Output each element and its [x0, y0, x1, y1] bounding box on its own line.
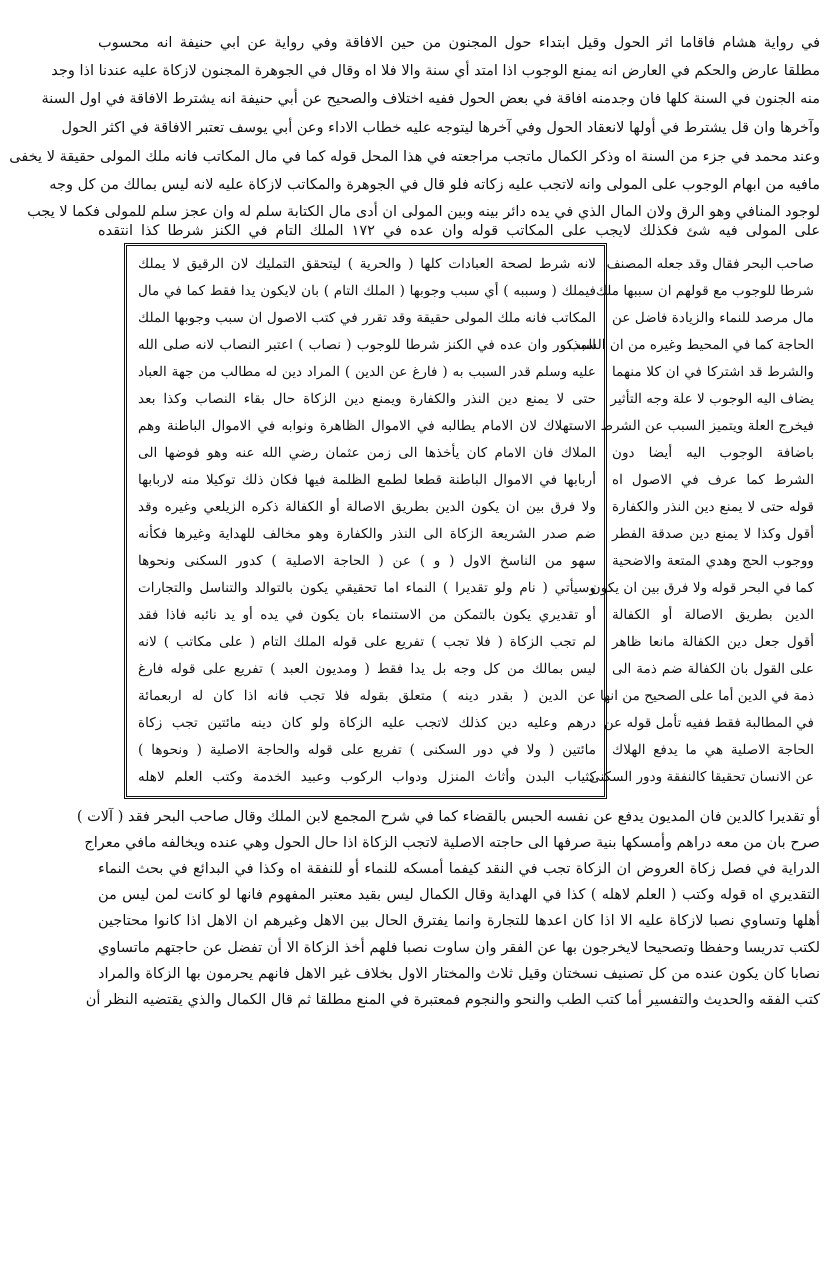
text-line: كتب الفقه والحديث والتفسير أما كتب الطب والنحو والنجوم فمعتبرة في المنع مطلقا ثم قال الكمال والذي يقتضيه النظر أن [85, 992, 820, 1008]
text-line: عن الانسان تحقيقا كالنفقة ودور السكنى [589, 769, 814, 785]
text-line: فيملك ( وسببه ) أي سبب وجوبها ( الملك التام ) بان لايكون يدا فقط كما في مال [138, 283, 596, 299]
text-line: أو تقديري يكون بالتمكن من الاستنماء بان يكون في يده أو يد نائبه فاذا فقد [138, 607, 596, 623]
text-line: في رواية هشام فاقاما اثر الحول وقيل ابتداء حول المجنون من حين الافاقة وفي رواية عن ابي حنيفة انه محسوب [98, 35, 820, 51]
text-line: ووجوب الحج وهدي المتعة والاضحية [612, 553, 814, 569]
text-line: فيخرج العلة ويتميز السبب عن الشرط [600, 418, 814, 434]
text-line: الاستهلاك لان الامام يطالبه في الاموال الظاهرة ونوابه في الاموال الباطنة وهم [138, 418, 596, 434]
text-line: عن الدين ( بقدر دينه ) متعلق بقوله فلا تجب فانه اذا كان له اربعمائة [138, 688, 596, 704]
text-line: وآخرها وان قل يشترط في أولها لانعقاد الحول وفي آخرها ليتوجه عليه خطاب الاداء وعن أبي يوسف تعتبر الافاقة في اكثر الحول [61, 120, 820, 136]
text-line: باضافة الوجوب اليه أيضا دون [612, 445, 814, 461]
text-line: نصابا كان يكون عنده من كل تصنيف نسختان وقيل ثلاث والمختار الاول بخلاف غير الاهل فانهم يحرمون بها الزكاة والمراد [98, 966, 820, 982]
text-line: كثياب البدن وأثاث المنزل ودواب الركوب وعبيد الخدمة وكتب العلم لاهله [138, 769, 596, 785]
text-line: ضم صدر الشريعة الزكاة الى النذر والكفارة وهو مخالف للهداية وغيرها فكأنه [138, 526, 596, 542]
text-line: حتى لا يمنع دين النذر والكفارة ويمنع دين الزكاة حال بقاء النصاب وكذا بعد [138, 391, 596, 407]
text-line: أهلها وتساوي نصبا لازكاة عليه الا اذا كان اعدها للتجارة وانما يفترق الحال بين الاهل وغيرهم ان الاهل اذا كانوا محتاجين [98, 913, 820, 929]
text-line: الحاجة الاصلية هي ما يدفع الهلاك [612, 742, 814, 758]
text-line: مائتين ( ولا في دور السكنى ) تفريع على قوله والحاجة الاصلية ( ونحوها ) [138, 742, 596, 758]
text-line: كما في البحر قوله ولا فرق بين ان يكون [590, 580, 814, 596]
text-line: في المطالبة فقط ففيه تأمل قوله عن [603, 715, 814, 731]
text-line: وسيأتي ( نام ولو تقديرا ) النماء اما تحقيقي يكون بالتوالد والتناسل والتجارات [138, 580, 596, 596]
text-line: المذكور وان عده في الكنز شرطا للوجوب ( نصاب ) اعتبر النصاب لانه صلى الله [138, 337, 596, 353]
text-line: وعند محمد في جزء من السنة اه وذكر الكمال ماتجب مراجعته في هذا المحل قوله كما في مال المكاتب فانه ملك المولى حقيقة لا يخفى [9, 149, 820, 165]
text-line: سهو من الناسخ الاول ( و ) عن ( الحاجة الاصلية ) كدور السكنى ونحوها [138, 553, 596, 569]
text-line: صرح بان من معه دراهم وأمسكها بنية صرفها الى حاجته الاصلية لاتجب الزكاة اذا حال الحول وهي عنده ويخالفه مافي معراج [84, 835, 820, 851]
text-line: على القول بان الكفالة ضم ذمة الى [612, 661, 814, 677]
text-line: يضاف اليه الوجوب لا علة وجه التأثير [610, 391, 814, 407]
text-line: منه الجنون في السنة كلها فان وجدمنه افاقة في بعض الحول ففيه اختلاف والصحيح عن أبي حنيفة انه يشترط الافاقة في اول السنة [41, 91, 820, 107]
text-line: الملاك فان الامام كان يأخذها الى زمن عثمان رضي الله عنه وهو فوضها الى [138, 445, 596, 461]
text-line: صاحب البحر فقال وقد جعله المصنف [606, 256, 814, 272]
text-line: أقول وكذا لا يمنع دين صدقة الفطر [612, 526, 814, 542]
text-line: ذمة في الدين أما على الصحيح من انها [600, 688, 814, 704]
text-line: على المولى فيه شئ فكذلك لايجب على المكاتب قوله وان عده في ١٧٢ الملك التام في الكنز شرطا كذا انتقده [98, 223, 820, 239]
text-line: ليس بمالك من كل وجه بل يدا فقط ( ومديون العبد ) تفريع على قوله فارغ [138, 661, 596, 677]
text-line: عليه وسلم قدر السبب به ( فارغ عن الدين ) المراد دين له مطالب من جهة العباد [138, 364, 596, 380]
text-line: الدراية في فصل زكاة العروض ان الزكاة تجب في النقد كيفما أمسكه للنماء أو للنفقة اه وكذا في البدائع في بحث النماء [98, 861, 820, 877]
text-line: أقول جعل دين الكفالة مانعا ظاهر [612, 634, 814, 650]
text-line: أربابها في الاموال الباطنة قطعا لطمع الظلمة فيها فكان ذلك توكيلا منه لاربابها [138, 472, 596, 488]
text-line: الشرط كما عرف في الاصول اه [612, 472, 814, 488]
text-line: لكتب تدريسا وحفظا وتصحيحا لايخرجون بها عن الفقر وان ساوت نصبا فلهم أخذ الزكاة الا أن تفضل عن حاجتهم ماتساوي [98, 940, 820, 956]
text-line: درهم وعليه دين كذلك لاتجب عليه الزكاة ولو كان دينه مائتين تجب زكاة [138, 715, 596, 731]
text-line: قوله حتى لا يمنع دين النذر والكفارة [612, 499, 814, 515]
text-line: الحاجة كما في المحيط وغيره من ان السبب [568, 337, 814, 353]
text-line: والشرط قد اشتركا في ان كلا منهما [612, 364, 814, 380]
text-line: التقديري اه قوله وكتب ( العلم لاهله ) كذا في الهداية وقال الكمال ليس بقيد معتبر المفهوم فانها لو كانت لمن ليس من [98, 887, 820, 903]
text-line: لوجود المنافي وهو الرق ولان المال الذي في يده دائر بينه وبين المولى ان أدى مال الكتابة سلم له وان عجز سلم للمولى فكما لا يجب [27, 204, 820, 220]
text-line: لم تجب الزكاة ( فلا تجب ) تفريع على قوله الملك التام ( على مكاتب ) لانه [138, 634, 596, 650]
text-line: شرطا للوجوب مع قولهم ان سببها ملك [595, 283, 814, 299]
text-line: مافيه من ابهام الوجوب على المولى وانه لاتجب عليه زكاته فلو قال في الجوهرة والمكاتب لازكاة عليه لانه ليس بمالك من كل وجه [49, 177, 820, 193]
text-line: ولا فرق بين ان يكون الدين بطريق الاصالة أو الكفالة ذكره الزيلعي وغيره وقد [138, 499, 596, 515]
text-line: الدين بطريق الاصالة أو الكفالة [612, 607, 814, 623]
text-line: مطلقا عارض والحكم في العارض انه يمنع الوجوب اذا امتد أي سنة والا فلا اه وقال في الجوهرة المجنون لازكاة عليه عندنا اذا وجد [51, 63, 820, 79]
text-line: أو تقديرا كالدين فان المديون يدفع عن نفسه الحبس بالقضاء كما في شرح المجمع لابن الملك وقال صاحب البحر فقد ( آلات ) [76, 809, 820, 825]
text-line: لانه شرط لصحة العبادات كلها ( والحرية ) ليتحقق التمليك لان الرقيق لا يملك [138, 256, 596, 272]
text-line: مال مرصد للنماء والزيادة فاضل عن [612, 310, 814, 326]
text-line: المكاتب فانه ملك المولى حقيقة وقد تقرر في كتب الاصول ان سبب وجوبها الملك [138, 310, 596, 326]
